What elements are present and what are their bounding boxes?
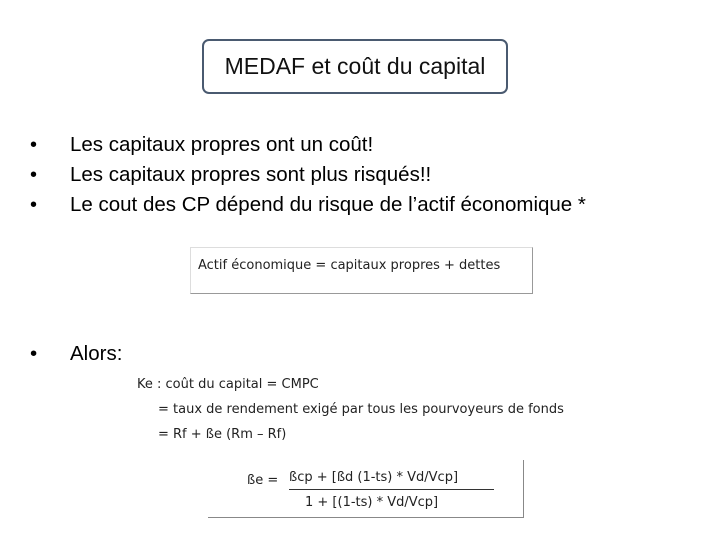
- bullet-text: Les capitaux propres ont un coût!: [70, 133, 374, 156]
- bullet-item: [26, 190, 586, 220]
- bullet-item-alors: [26, 340, 122, 368]
- ke-rendement-line: = taux de rendement exigé par tous les pourvoyeurs de fonds: [158, 402, 564, 417]
- bullet-text: Le cout des CP dépend du risque de l’actif économique *: [70, 193, 586, 216]
- ke-definition: Ke : coût du capital = CMPC: [137, 377, 319, 392]
- alors-list: [26, 340, 122, 368]
- beta-label: ße =: [247, 473, 279, 488]
- bullet-list: [26, 130, 586, 220]
- beta-numerator: ßcp + [ßd (1-ts) * Vd/Vcp]: [289, 470, 459, 485]
- beta-denominator: 1 + [(1-ts) * Vd/Vcp]: [305, 495, 439, 510]
- formula-box-actif: [190, 247, 533, 294]
- bullet-dot-icon: •: [30, 134, 38, 156]
- bullet-item: [26, 160, 586, 190]
- ke-medaf-line: = Rf + ße (Rm – Rf): [158, 427, 287, 442]
- bullet-dot-icon: •: [30, 164, 38, 186]
- bullet-dot-icon: •: [30, 194, 38, 216]
- formula-actif-economique: Actif économique = capitaux propres + dettes: [198, 258, 501, 273]
- bullet-dot-icon: •: [30, 342, 38, 365]
- alors-text: Alors:: [70, 342, 123, 365]
- slide-title: MEDAF et coût du capital: [202, 39, 508, 94]
- fraction-bar: [289, 489, 494, 490]
- bullet-text: Les capitaux propres sont plus risqués!!: [70, 163, 432, 186]
- bullet-item: [26, 130, 586, 160]
